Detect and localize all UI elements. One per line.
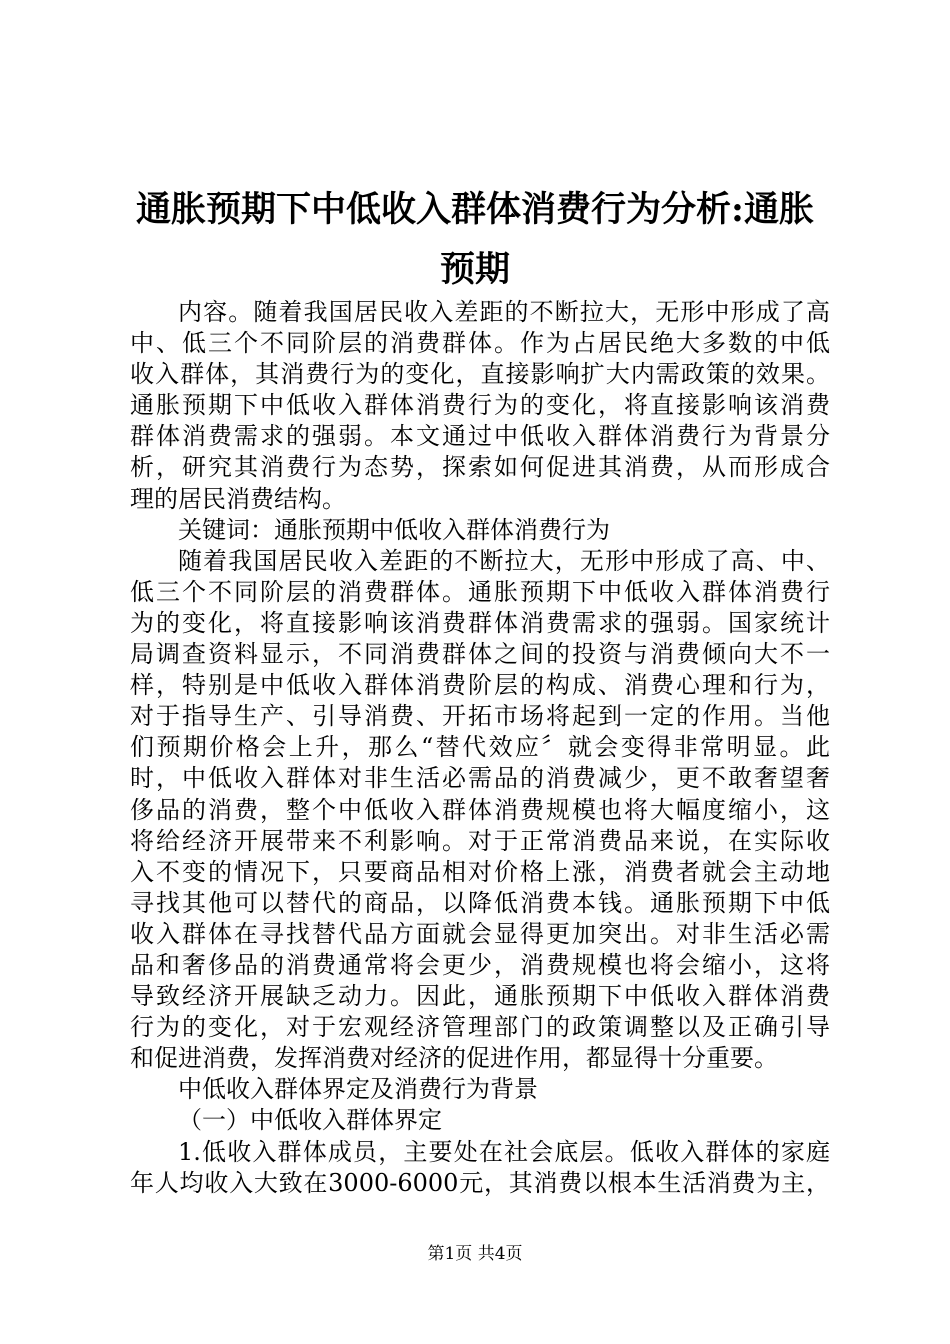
- abstract-line: 内容。随着我国居民收入差距的不断拉大，无形中形成了高: [178, 298, 830, 326]
- paragraph-line: 和促进消费，发挥消费对经济的促进作用，都显得十分重要。: [130, 1044, 778, 1073]
- page-footer: 第1页 共4页: [427, 1244, 523, 1264]
- paragraph-line: 寻找其他可以替代的商品，以降低消费本钱。通胀预期下中低: [130, 888, 830, 917]
- paragraph-line: 样，特别是中低收入群体消费阶层的构成、消费心理和行为，: [130, 671, 830, 700]
- document-body: [130, 297, 830, 1199]
- section-heading: 中低收入群体界定及消费行为背景: [178, 1075, 538, 1104]
- paragraph-line: 局调查资料显示，不同消费群体之间的投资与消费倾向大不一: [130, 640, 830, 669]
- paragraph-line: 为的变化，将直接影响该消费群体消费需求的强弱。国家统计: [130, 608, 830, 637]
- paragraph-line: 年人均收入大致在3000-6000元，其消费以根本生活消费为主，: [130, 1168, 830, 1197]
- paragraph-line: 收入群体在寻找替代品方面就会显得更加突出。对非生活必需: [130, 919, 830, 948]
- abstract-line: 中、低三个不同阶层的消费群体。作为占居民绝大多数的中低: [130, 329, 830, 358]
- abstract-line: 群体消费需求的强弱。本文通过中低收入群体消费行为背景分: [130, 422, 830, 451]
- paragraph-line: 1.低收入群体成员，主要处在社会底层。低收入群体的家庭: [178, 1137, 830, 1166]
- paragraph-line: 将给经济开展带来不利影响。对于正常消费品来说，在实际收: [130, 826, 830, 855]
- paragraph-line: 导致经济开展缺乏动力。因此，通胀预期下中低收入群体消费: [130, 982, 830, 1011]
- abstract-line: 收入群体，其消费行为的变化，直接影响扩大内需政策的效果。: [130, 360, 830, 389]
- paragraph-line: 侈品的消费，整个中低收入群体消费规模也将大幅度缩小，这: [130, 795, 830, 824]
- paragraph-line: 时，中低收入群体对非生活必需品的消费减少，更不敢奢望奢: [130, 764, 830, 793]
- paragraph-line: 品和奢侈品的消费通常将会更少，消费规模也将会缩小，这将: [130, 950, 830, 979]
- paragraph-line: 对于指导生产、引导消费、开拓市场将起到一定的作用。当他: [130, 702, 830, 731]
- abstract-line: 理的居民消费结构。: [130, 484, 346, 513]
- paragraph-line: 入不变的情况下，只要商品相对价格上涨，消费者就会主动地: [130, 857, 830, 886]
- document-title-line-1: 通胀预期下中低收入群体消费行为分析:通胀: [136, 189, 814, 230]
- abstract-line: 通胀预期下中低收入群体消费行为的变化，将直接影响该消费: [130, 391, 830, 420]
- paragraph-line: 随着我国居民收入差距的不断拉大，无形中形成了高、中、: [178, 546, 830, 575]
- document-title-line-2: 预期: [439, 249, 510, 290]
- paragraph-line: 低三个不同阶层的消费群体。通胀预期下中低收入群体消费行: [130, 577, 830, 606]
- keywords-line: 关键词：通胀预期中低收入群体消费行为: [178, 515, 610, 544]
- paragraph-line: 行为的变化，对于宏观经济管理部门的政策调整以及正确引导: [130, 1013, 830, 1042]
- paragraph-line: 们预期价格会上升，那么“替代效应〞就会变得非常明显。此: [130, 733, 830, 762]
- subsection-heading: （一）中低收入群体界定: [178, 1106, 442, 1135]
- abstract-line: 析，研究其消费行为态势，探索如何促进其消费，从而形成合: [130, 453, 830, 482]
